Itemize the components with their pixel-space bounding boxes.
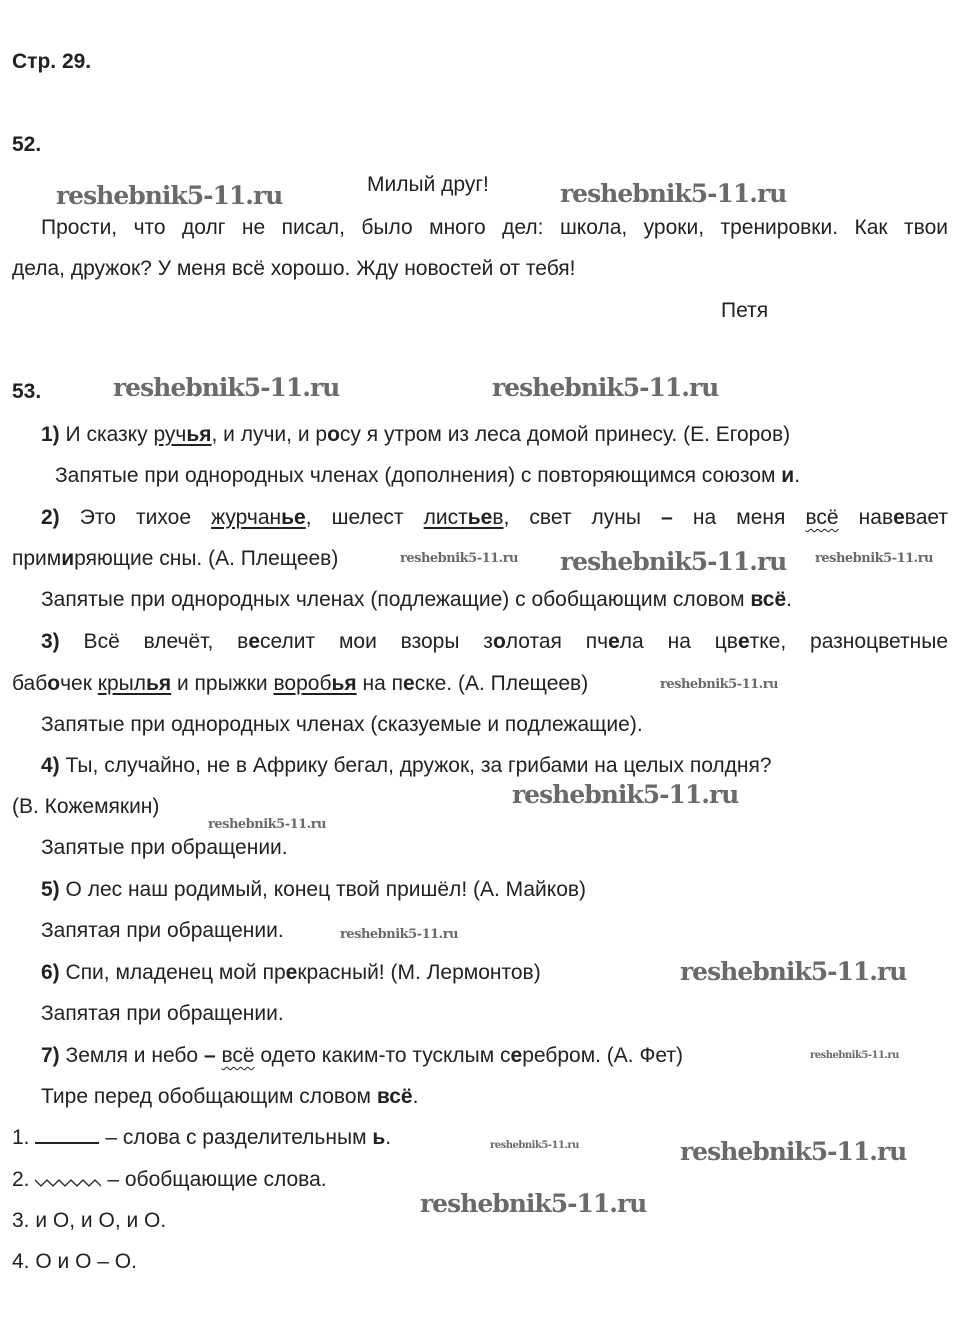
watermark: reshebnik5-11.ru <box>815 551 934 566</box>
text-segment: . <box>794 464 801 487</box>
text-segment: 4) <box>41 754 60 777</box>
text-segment: Это тихое <box>59 506 212 529</box>
watermark: reshebnik5-11.ru <box>810 1050 899 1061</box>
text-segment: 3) <box>41 630 60 653</box>
generalizing-word: всё <box>221 1044 255 1067</box>
text-segment: о <box>327 423 340 446</box>
text-segment: Ты, случайно, не в Африку бегал, дружок, за грибами на целых полдня? <box>59 754 772 777</box>
text-segment: . <box>786 588 792 611</box>
exercise-52-number: 52. <box>12 133 42 156</box>
text-segment: (В. Кожемякин) <box>12 795 160 818</box>
text-segment: и прыжки <box>171 672 274 695</box>
exercise-53-line <box>41 505 948 531</box>
exercise-53-line <box>41 960 541 986</box>
generalizing-word: всё <box>805 506 839 529</box>
text-segment: красный! (М. Лермонтов) <box>297 961 541 984</box>
exercise-53-line <box>41 1084 418 1110</box>
watermark: reshebnik5-11.ru <box>560 547 787 576</box>
legend-text: – слова с разделительным <box>105 1126 373 1149</box>
text-segment: е <box>510 1044 523 1067</box>
letter-greeting: Милый друг! <box>367 173 489 196</box>
text-segment: о <box>492 630 506 653</box>
text-segment: Запятые при однородных членах (подлежащие) с обобщающим словом <box>41 588 751 611</box>
text-segment: Запятая при обращении. <box>41 919 284 942</box>
text-segment: тке, разноцветные <box>749 630 948 653</box>
watermark: reshebnik5-11.ru <box>492 373 719 402</box>
text-segment: 7) <box>41 1044 60 1067</box>
exercise-53-line <box>41 587 792 613</box>
exercise-53-line <box>41 1043 683 1069</box>
text-segment: Тире перед обобщающим словом <box>41 1085 377 1108</box>
text-segment: Спи, младенец мой пр <box>59 961 286 984</box>
watermark: reshebnik5-11.ru <box>340 927 459 942</box>
legend-number: 2. <box>12 1168 30 1191</box>
watermark: reshebnik5-11.ru <box>208 817 327 832</box>
exercise-53-number: 53. <box>12 380 42 403</box>
text-segment: нав <box>838 506 894 529</box>
text-segment: Всё влечёт, в <box>59 630 249 653</box>
subject-word: ья <box>186 423 212 446</box>
text-segment: о <box>47 672 61 695</box>
text-segment: всё <box>750 588 787 611</box>
exercise-53-line <box>12 671 588 697</box>
exercise-53-line <box>41 753 772 779</box>
text-segment: ряющие сны. (А. Плещеев) <box>74 547 339 570</box>
text-segment: чек <box>60 672 98 695</box>
exercise-53-line <box>12 794 159 820</box>
text-segment: е <box>248 630 260 653</box>
legend-number: 1. <box>12 1126 30 1149</box>
subject-word: руч <box>153 423 187 446</box>
text-segment: и <box>781 464 795 487</box>
exercise-53-line <box>41 877 586 903</box>
text-segment: прим <box>12 547 62 570</box>
text-segment: , и лучи, и р <box>211 423 328 446</box>
subject-word: ья <box>145 672 172 695</box>
text-segment: ске. (А. Плещеев) <box>414 672 589 695</box>
text-segment: е <box>403 672 415 695</box>
watermark: reshebnik5-11.ru <box>490 1140 579 1151</box>
watermark: reshebnik5-11.ru <box>420 1189 647 1218</box>
subject-word: лист <box>423 506 468 529</box>
text-segment: 6) <box>41 961 60 984</box>
exercise-53-line <box>41 629 948 655</box>
text-segment: лотая пч <box>505 630 609 653</box>
text-segment: Запятые при обращении. <box>41 836 288 859</box>
text-segment: е <box>893 506 905 529</box>
watermark: reshebnik5-11.ru <box>660 677 779 692</box>
text-segment: всё <box>376 1085 413 1108</box>
text-segment: селит мои взоры з <box>260 630 493 653</box>
text-segment: , шелест <box>305 506 424 529</box>
subject-word: журчан <box>211 506 282 529</box>
watermark: reshebnik5-11.ru <box>400 551 519 566</box>
text-segment: на п <box>356 672 403 695</box>
letter-body-line: дела, дружок? У меня всё хорошо. Жду новостей от тебя! <box>12 257 576 280</box>
watermark: reshebnik5-11.ru <box>56 181 283 210</box>
watermark: reshebnik5-11.ru <box>680 1137 907 1166</box>
exercise-53-line <box>41 1001 284 1027</box>
exercise-53-line <box>41 422 790 448</box>
exercise-53-line <box>41 835 288 861</box>
text-segment: 1) <box>41 423 60 446</box>
watermark: reshebnik5-11.ru <box>560 179 787 208</box>
text-segment: О лес наш родимый, конец твой пришёл! (А. Майков) <box>59 878 587 901</box>
legend-item: 4. О и О – О. <box>12 1250 137 1273</box>
exercise-53-line <box>41 712 643 738</box>
legend-item: 3. и О, и О, и О. <box>12 1209 167 1232</box>
subject-word: крыл <box>97 672 146 695</box>
text-segment: Запятая при обращении. <box>41 1002 284 1025</box>
text-segment: Запятые при однородных членах (дополнения) с повторяющимся союзом <box>55 464 782 487</box>
text-segment: – <box>661 506 673 529</box>
legend-item <box>12 1167 327 1193</box>
text-segment: е <box>608 630 620 653</box>
watermark: reshebnik5-11.ru <box>512 780 739 809</box>
text-segment: на меня <box>672 506 806 529</box>
text-segment: баб <box>12 672 48 695</box>
text-segment: су я утром из леса домой принесу. (Е. Егоров) <box>339 423 791 446</box>
legend-item <box>12 1125 391 1151</box>
subject-word: ья <box>331 672 357 695</box>
text-segment: вает <box>904 506 948 529</box>
text-segment: е <box>737 630 750 653</box>
page-label: Стр. 29. <box>12 50 92 73</box>
text-segment: и <box>61 547 75 570</box>
exercise-53-line <box>41 918 284 944</box>
exercise-53-line <box>55 463 800 489</box>
legend-text: . <box>385 1126 392 1149</box>
text-segment: ребром. (А. Фет) <box>522 1044 684 1067</box>
watermark: reshebnik5-11.ru <box>113 373 340 402</box>
wavy-underline-sample <box>35 1176 101 1188</box>
legend-text: – обобщающие слова. <box>107 1168 327 1191</box>
watermark: reshebnik5-11.ru <box>680 957 907 986</box>
text-segment: 2) <box>41 506 60 529</box>
subject-word: в <box>492 506 504 529</box>
text-segment: 5) <box>41 878 60 901</box>
straight-underline-sample <box>35 1128 99 1144</box>
subject-word: ье <box>467 506 493 529</box>
subject-word: ье <box>281 506 306 529</box>
subject-word: вороб <box>273 672 332 695</box>
text-segment: Земля и небо <box>59 1044 204 1067</box>
text-segment: . <box>412 1085 419 1108</box>
text-segment: одето каким-то тусклым с <box>254 1044 511 1067</box>
text-segment: , свет луны <box>503 506 662 529</box>
letter-body-line: Прости, что долг не писал, было много дел: школа, уроки, тренировки. Как твои <box>41 216 948 239</box>
text-segment: ла на цв <box>619 630 738 653</box>
text-segment: Запятые при однородных членах (сказуемые и подлежащие). <box>41 713 643 736</box>
letter-signature: Петя <box>721 299 769 322</box>
text-segment: е <box>285 961 298 984</box>
text-segment: И сказку <box>59 423 154 446</box>
text-segment: – <box>203 1044 216 1067</box>
exercise-53-line <box>12 546 338 572</box>
legend-letter: ь <box>372 1126 386 1149</box>
